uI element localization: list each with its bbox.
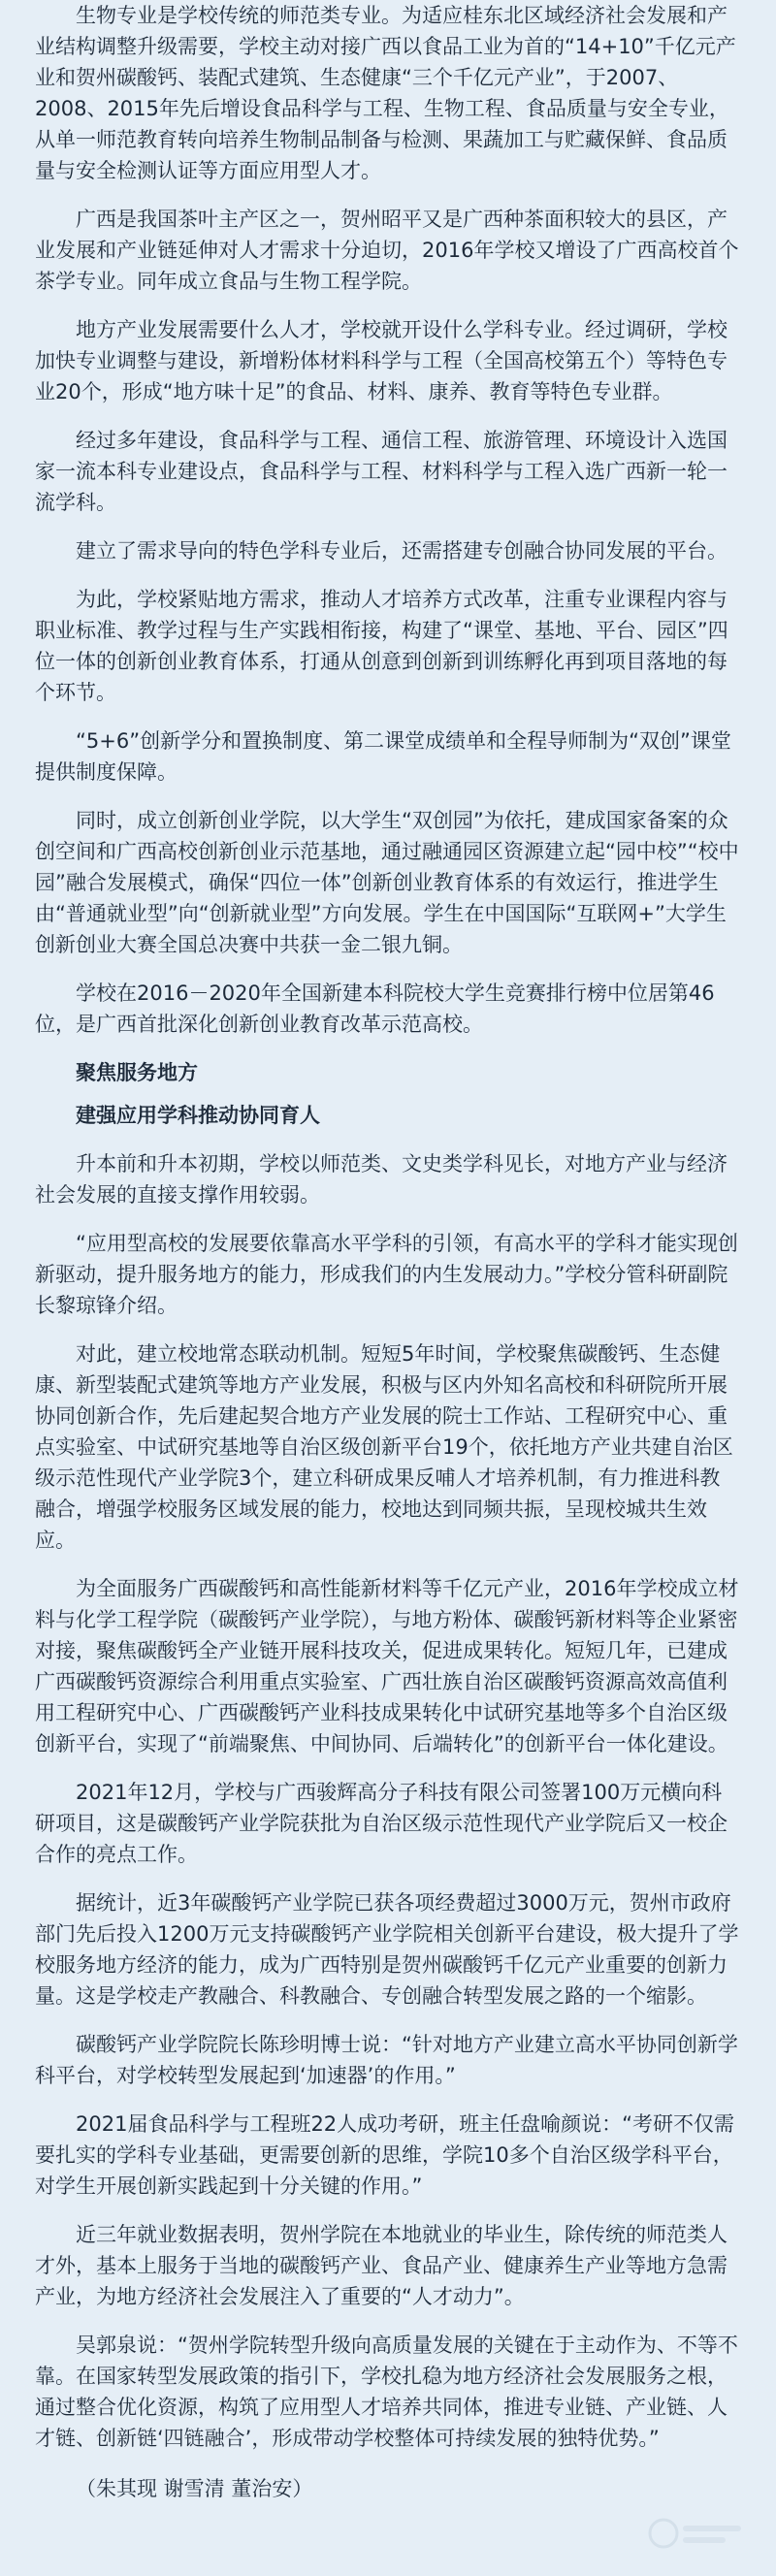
section-subheading: 建强应用学科推动协同育人 xyxy=(76,1104,320,1127)
paragraph-3: 地方产业发展需要什么人才，学校就开设什么学科专业。经过调研，学校加快专业调整与建设，新增粉体材料科学与工程（全国高校第五个）等特色专业20个，形成“地方味十足”的食品、材料、康养、教育等特色专业群。 xyxy=(35,318,728,403)
paragraph-17: 2021届食品科学与工程班22人成功考研，班主任盘喻颜说：“考研不仅需要扎实的学科专业基础，更需要创新的思维，学院10多个自治区级学科平台，对学生开展创新实践起到十分关键的作用。” xyxy=(35,2112,735,2198)
paragraph-14: 2021年12月，学校与广西骏辉高分子科技有限公司签署100万元横向科研项目，这是碳酸钙产业学院获批为自治区级示范性现代产业学院后又一校企合作的亮点工作。 xyxy=(35,1781,728,1866)
paragraph-5: 建立了需求导向的特色学科专业后，还需搭建专创融合协同发展的平台。 xyxy=(76,539,728,563)
paragraph-15: 据统计，近3年碳酸钙产业学院已获各项经费超过3000万元，贺州市政府部门先后投入1200万元支持碳酸钙产业学院相关创新平台建设，极大提升了学校服务地方经济的能力，成为广西特别是贺州碳酸钙千亿元产业重要的创新力量。这是学校走产教融合、科教融合、专创融合转型发展之路的一个缩影。 xyxy=(35,1891,739,2008)
paragraph-12: 对此，建立校地常态联动机制。短短5年时间，学校聚焦碳酸钙、生态健康、新型装配式建筑等地方产业发展，积极与区内外知名高校和科研院所开展协同创新合作，先后建起契合地方产业发展的院士工作站、工程研究中心、重点实验室、中试研究基地等自治区级创新平台19个，依托地方产业共建自治区级示范性现代产业学院3个，建立科研成果反哺人才培养机制，有力推进科教融合，增强学校服务区域发展的能力，校地达到同频共振，呈现校城共生效应。 xyxy=(35,1342,733,1552)
paragraph-10: 升本前和升本初期，学校以师范类、文史类学科见长，对地方产业与经济社会发展的直接支撑作用较弱。 xyxy=(35,1152,728,1207)
paragraph-18: 近三年就业数据表明，贺州学院在本地就业的毕业生，除传统的师范类人才外，基本上服务于当地的碳酸钙产业、食品产业、健康养生产业等地方急需产业，为地方经济社会发展注入了重要的“人才动力”。 xyxy=(35,2223,728,2308)
paragraph-19: 吴郭泉说：“贺州学院转型升级向高质量发展的关键在于主动作为、不等不靠。在国家转型发展政策的指引下，学校扎稳为地方经济社会发展服务之根，通过整合优化资源，构筑了应用型人才培养共同体，推进专业链、产业链、人才链、创新链‘四链融合’，形成带动学校整体可持续发展的独特优势。” xyxy=(35,2334,738,2450)
paragraph-7: “5+6”创新学分和置换制度、第二课堂成绩单和全程导师制为“双创”课堂提供制度保障。 xyxy=(35,729,731,784)
paragraph-2: 广西是我国茶叶主产区之一，贺州昭平又是广西种茶面积较大的县区，产业发展和产业链延伸对人才需求十分迫切，2016年学校又增设了广西高校首个茶学专业。同年成立食品与生物工程学院。 xyxy=(35,208,739,293)
watermark-icon xyxy=(642,2510,751,2557)
paragraph-16: 碳酸钙产业学院院长陈珍明博士说：“针对地方产业建立高水平协同创新学科平台，对学校转型发展起到‘加速器’的作用。” xyxy=(35,2033,738,2087)
paragraph-11: “应用型高校的发展要依靠高水平学科的引领，有高水平的学科才能实现创新驱动，提升服务地方的能力，形成我们的内生发展动力。”学校分管科研副院长黎琼锋介绍。 xyxy=(35,1232,738,1317)
paragraph-1: 生物专业是学校传统的师范类专业。为适应桂东北区域经济社会发展和产业结构调整升级需要，学校主动对接广西以食品工业为首的“14+10”千亿元产业和贺州碳酸钙、装配式建筑、生态健康“三个千亿元产业”，于2007、2008、2015年先后增设食品科学与工程、生物工程、食品质量与安全专业，从单一师范教育转向培养生物制品制备与检测、果蔬加工与贮藏保鲜、食品质量与安全检测认证等方面应用型人才。 xyxy=(35,4,736,182)
paragraph-4: 经过多年建设，食品科学与工程、通信工程、旅游管理、环境设计入选国家一流本科专业建设点，食品科学与工程、材料科学与工程入选广西新一轮一流学科。 xyxy=(35,429,728,514)
paragraph-9: 学校在2016－2020年全国新建本科院校大学生竞赛排行榜中位居第46位，是广西首批深化创新创业教育改革示范高校。 xyxy=(35,982,715,1036)
section-heading: 聚焦服务地方 xyxy=(76,1061,198,1084)
paragraph-8: 同时，成立创新创业学院，以大学生“双创园”为依托，建成国家备案的众创空间和广西高校创新创业示范基地，通过融通园区资源建立起“园中校”“校中园”融合发展模式，确保“四位一体”创新创业教育体系的有效运行，推进学生由“普通就业型”向“创新就业型”方向发展。学生在中国国际“互联网+”大学生创新创业大赛全国总决赛中共获一金二银九铜。 xyxy=(35,809,739,956)
paragraph-13: 为全面服务广西碳酸钙和高性能新材料等千亿元产业，2016年学校成立材料与化学工程学院（碳酸钙产业学院），与地方粉体、碳酸钙新材料等企业紧密对接，聚焦碳酸钙全产业链开展科技攻关，促进成果转化。短短几年，已建成广西碳酸钙资源综合利用重点实验室、广西壮族自治区碳酸钙资源高效高值利用工程研究中心、广西碳酸钙产业科技成果转化中试研究基地等多个自治区级创新平台，实现了“前端聚焦、中间协同、后端转化”的创新平台一体化建设。 xyxy=(35,1577,739,1755)
paragraph-6: 为此，学校紧贴地方需求，推动人才培养方式改革，注重专业课程内容与职业标准、教学过程与生产实践相衔接，构建了“课堂、基地、平台、园区”四位一体的创新创业教育体系，打通从创意到创新到训练孵化再到项目落地的每个环节。 xyxy=(35,588,728,704)
byline: （朱其现 谢雪清 董治安） xyxy=(76,2477,313,2500)
